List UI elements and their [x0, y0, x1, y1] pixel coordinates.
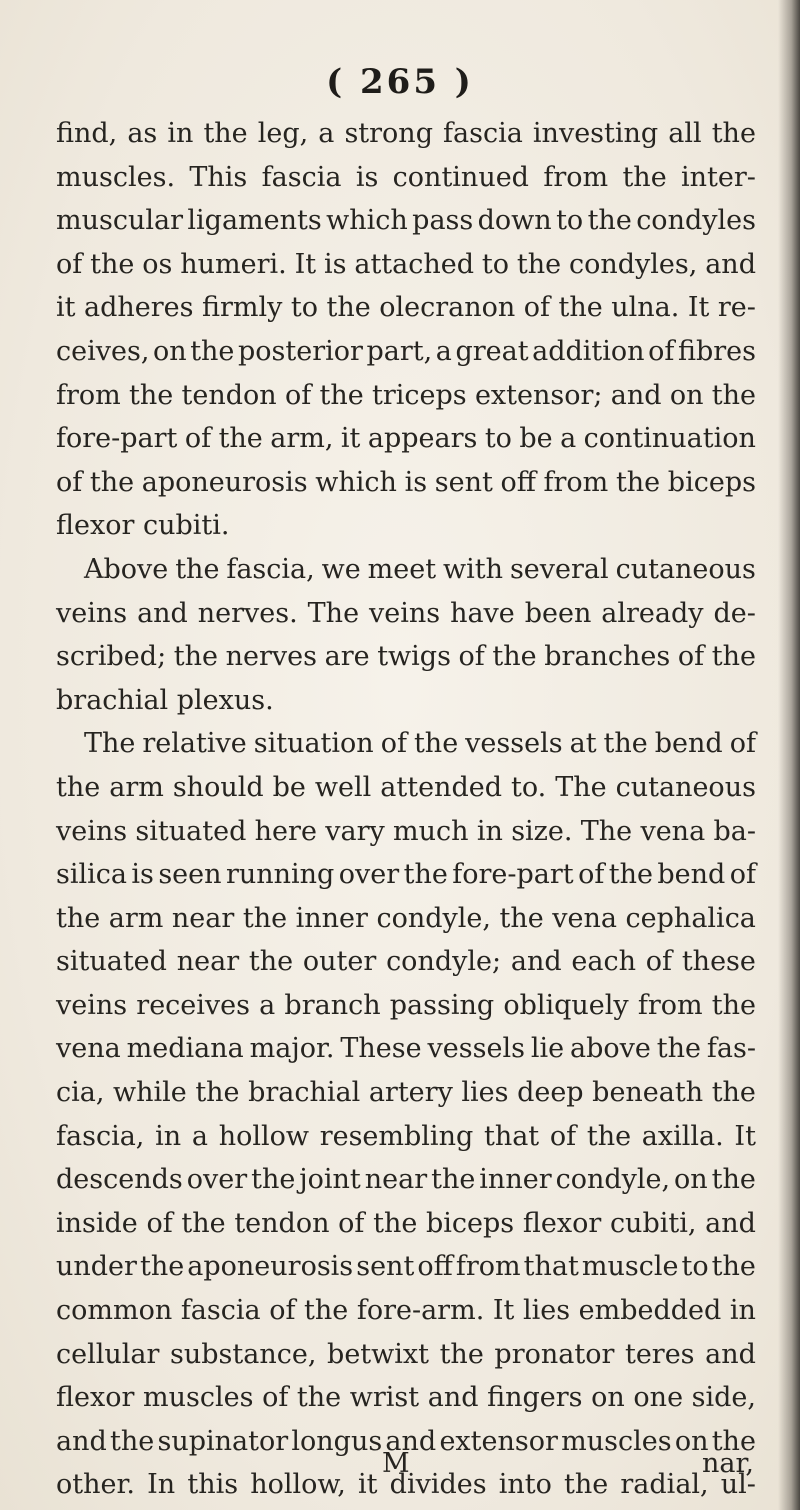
- text-line: scribed; the nerves are twigs of the branches of the: [56, 641, 756, 673]
- text-line: muscles. This fascia is continued from the inter-: [56, 161, 756, 193]
- text-line: inside of the tendon of the biceps flexor cubiti, and: [56, 1207, 756, 1239]
- text-line: Above the fascia, we meet with several cutaneous: [84, 553, 756, 585]
- text-line: under the aponeurosis sent off from that muscle to the: [56, 1251, 756, 1283]
- text-line: fascia, in a hollow resembling that of the axilla. It: [56, 1120, 756, 1152]
- text-line: ceives, on the posterior part, a great addition of fibres: [56, 335, 756, 367]
- page-number: ( 265 ): [326, 62, 474, 102]
- signature-mark: M: [382, 1448, 410, 1479]
- text-line: of the os humeri. It is attached to the condyles, and: [56, 248, 756, 280]
- text-line: and the supinator longus and extensor muscles on the: [56, 1425, 756, 1457]
- text-line: fore-part of the arm, it appears to be a continuation: [56, 423, 756, 455]
- text-line: veins and nerves. The veins have been already de-: [56, 597, 756, 629]
- text-line: The relative situation of the vessels at the bend of: [84, 728, 756, 760]
- text-line: vena mediana major. These vessels lie above the fas-: [56, 1033, 756, 1065]
- body-text: [56, 112, 756, 1507]
- text-line: common fascia of the fore-arm. It lies embedded in: [56, 1295, 756, 1327]
- text-line: descends over the joint near the inner condyle, on the: [56, 1164, 756, 1196]
- text-line: muscular ligaments which pass down to the condyles: [56, 205, 756, 237]
- page-footer: [0, 1448, 800, 1488]
- text-line: situated near the outer condyle; and each of these: [56, 946, 756, 978]
- text-line: silica is seen running over the fore-part of the bend of: [56, 859, 756, 891]
- text-line: from the tendon of the triceps extensor; and on the: [56, 379, 756, 411]
- text-line: cia, while the brachial artery lies deep beneath the: [56, 1077, 756, 1109]
- text-line: flexor muscles of the wrist and fingers on one side,: [56, 1382, 756, 1414]
- text-line: brachial plexus.: [56, 684, 274, 716]
- text-line: other. In this hollow, it divides into the radial, ul-: [56, 1469, 756, 1501]
- page-edge-shadow: [778, 0, 800, 1510]
- text-line: flexor cubiti.: [56, 510, 230, 542]
- text-line: the arm near the inner condyle, the vena cephalica: [56, 902, 756, 934]
- text-line: veins receives a branch passing obliquely from the: [56, 989, 756, 1021]
- text-line: the arm should be well attended to. The cutaneous: [56, 771, 756, 803]
- text-line: cellular substance, betwixt the pronator teres and: [56, 1338, 756, 1370]
- catchword: nar,: [701, 1448, 754, 1479]
- text-line: veins situated here vary much in size. The vena ba-: [56, 815, 756, 847]
- text-line: it adheres firmly to the olecranon of the ulna. It re-: [56, 292, 756, 324]
- text-line: find, as in the leg, a strong fascia investing all the: [56, 118, 756, 149]
- text-line: of the aponeurosis which is sent off from the biceps: [56, 466, 756, 498]
